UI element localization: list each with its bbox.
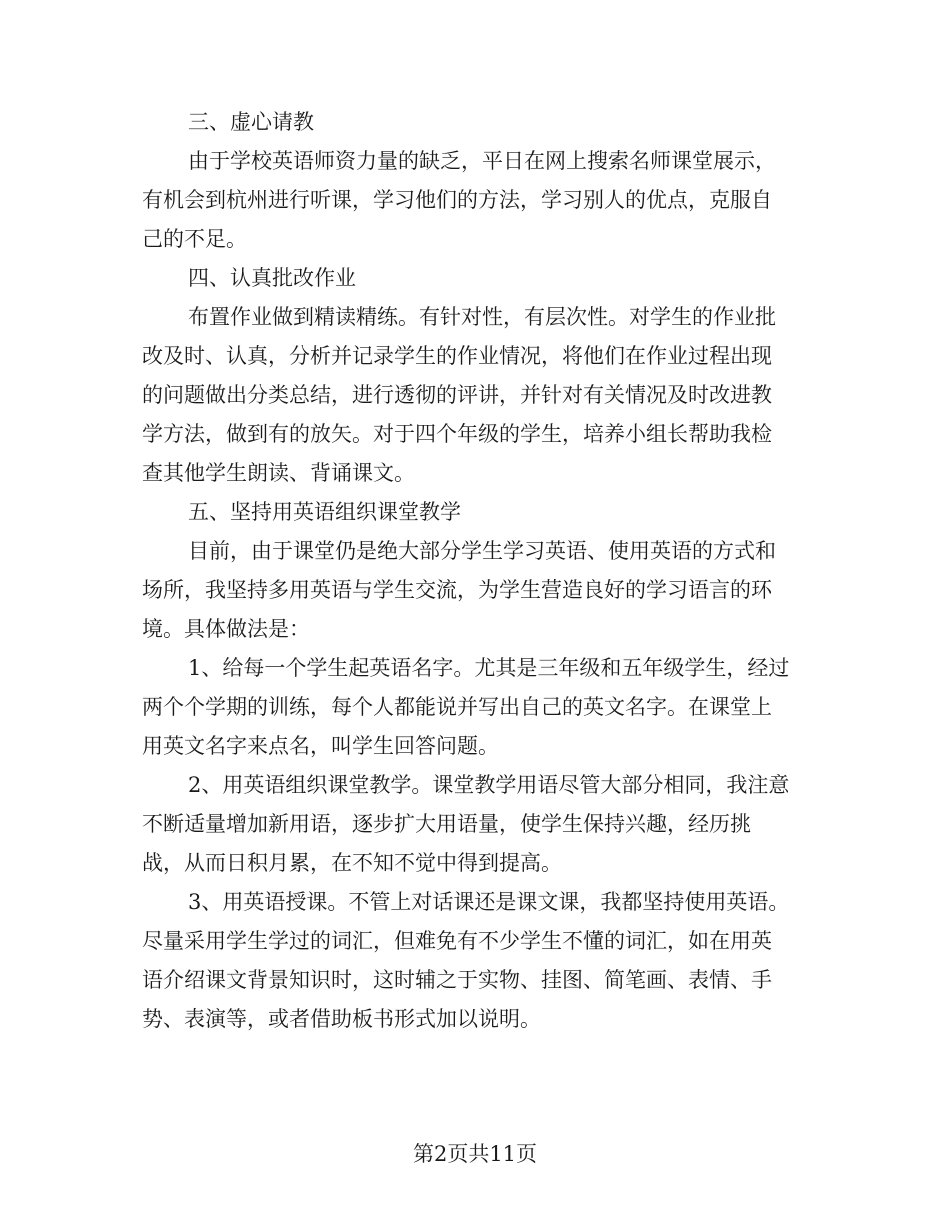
paragraph-line: 的问题做出分类总结，进行透彻的评讲，并针对有关情况及时改进教	[142, 383, 772, 407]
section-heading: 四、认真批改作业	[188, 266, 356, 290]
section-heading: 五、坚持用英语组织课堂教学	[188, 500, 461, 524]
paragraph-line: 战，从而日积月累，在不知不觉中得到提高。	[142, 851, 562, 875]
paragraph-line: 3、用英语授课。不管上对话课还是课文课，我都坚持使用英语。	[188, 890, 790, 914]
paragraph-line: 目前，由于课堂仍是绝大部分学生学习英语、使用英语的方式和	[188, 539, 776, 563]
paragraph-line: 2、用英语组织课堂教学。课堂教学用语尽管大部分相同，我注意	[188, 773, 790, 797]
paragraph-line: 两个个学期的训练，每个人都能说并写出自己的英文名字。在课堂上	[142, 695, 772, 719]
paragraph-line: 不断适量增加新用语，逐步扩大用语量，使学生保持兴趣，经历挑	[142, 812, 751, 836]
section-heading: 三、虚心请教	[188, 110, 314, 134]
paragraph-line: 改及时、认真，分析并记录学生的作业情况，将他们在作业过程出现	[142, 344, 772, 368]
document-body	[142, 103, 810, 1039]
paragraph-line: 己的不足。	[142, 227, 247, 251]
paragraph-line: 学方法，做到有的放矢。对于四个年级的学生，培养小组长帮助我检	[142, 422, 772, 446]
paragraph-line: 布置作业做到精读精练。有针对性，有层次性。对学生的作业批	[188, 305, 776, 329]
paragraph-line: 境。具体做法是：	[142, 617, 310, 641]
paragraph-line: 用英文名字来点名，叫学生回答问题。	[142, 734, 499, 758]
paragraph-line: 有机会到杭州进行听课，学习他们的方法，学习别人的优点，克服自	[142, 188, 772, 212]
page-number-footer: 第2页共11页	[412, 1142, 538, 1166]
paragraph-line: 场所，我坚持多用英语与学生交流，为学生营造良好的学习语言的环	[142, 578, 772, 602]
paragraph-line: 查其他学生朗读、背诵课文。	[142, 461, 415, 485]
paragraph-line: 由于学校英语师资力量的缺乏，平日在网上搜索名师课堂展示，	[188, 149, 776, 173]
paragraph-line: 1、给每一个学生起英语名字。尤其是三年级和五年级学生，经过	[188, 656, 790, 680]
paragraph-line: 尽量采用学生学过的词汇，但难免有不少学生不懂的词汇，如在用英	[142, 929, 772, 953]
paragraph-line: 势、表演等，或者借助板书形式加以说明。	[142, 1007, 541, 1031]
paragraph-line: 语介绍课文背景知识时，这时辅之于实物、挂图、简笔画、表情、手	[142, 968, 772, 992]
